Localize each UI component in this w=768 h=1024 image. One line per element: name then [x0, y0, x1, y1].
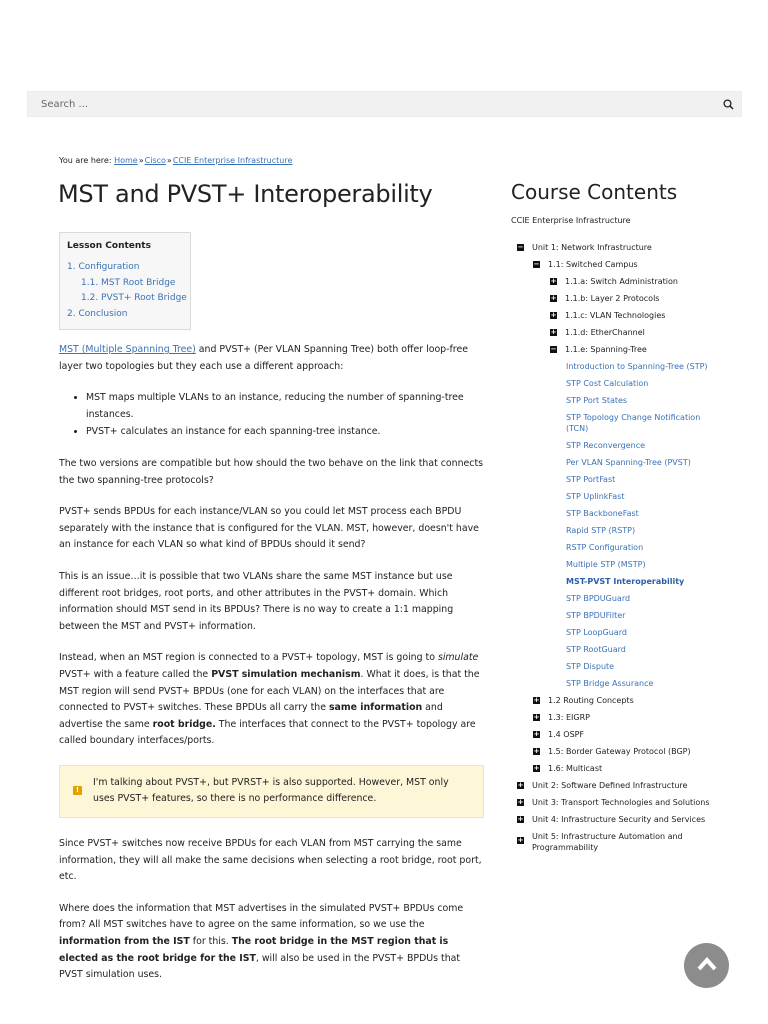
lesson-link-current[interactable]: MST-PVST Interoperability — [566, 577, 685, 586]
lesson-link[interactable]: STP RootGuard — [566, 645, 626, 654]
minus-box-icon[interactable]: − — [550, 345, 557, 353]
breadcrumb-ccie[interactable]: CCIE Enterprise Infrastructure — [172, 156, 293, 165]
plus-box-icon[interactable]: + — [550, 277, 557, 285]
list-item: • MST maps multiple VLANs to an instance, reducing the number of spanning-tree instances. — [86, 390, 484, 423]
plus-box-icon[interactable]: + — [517, 798, 524, 806]
lesson-link[interactable]: STP LoopGuard — [566, 628, 627, 637]
lesson-link[interactable]: STP UplinkFast — [566, 492, 625, 501]
lesson-contents — [59, 232, 191, 330]
scroll-to-top-button[interactable] — [684, 943, 729, 988]
plus-box-icon[interactable]: + — [533, 696, 540, 704]
paragraph: Where does the information that MST advertises in the simulated PVST+ BPDUs come from? All MST switches have to agree on the same information, so we use the information from the IST for this. The root bridge in the MST region that is elected as the root bridge for the IST, will also be used in the PVST+ BPDUs that PVST simulation uses. — [59, 902, 464, 981]
notice-box — [59, 765, 484, 818]
lesson-link[interactable]: STP BackboneFast — [566, 509, 639, 518]
breadcrumb-home[interactable]: Home — [114, 156, 138, 165]
plus-box-icon[interactable]: + — [533, 747, 540, 755]
lesson-list — [566, 361, 716, 689]
minus-box-icon[interactable]: − — [533, 260, 540, 268]
breadcrumb — [59, 156, 292, 165]
article-body — [59, 342, 484, 999]
lesson-link[interactable]: STP PortFast — [566, 475, 616, 484]
page-title: MST and PVST+ Interoperability — [58, 180, 433, 208]
course-name: CCIE Enterprise Infrastructure — [511, 216, 631, 225]
lesson-link[interactable]: STP Cost Calculation — [566, 379, 649, 388]
tree-sub-1-1-c[interactable]: + 1.1.c: VLAN Technologies — [550, 311, 666, 320]
breadcrumb-cisco[interactable]: Cisco — [144, 156, 166, 165]
plus-box-icon[interactable]: + — [517, 815, 524, 823]
tree-section-1-5[interactable]: + 1.5: Border Gateway Protocol (BGP) — [533, 747, 691, 756]
lesson-link[interactable]: STP BPDUFilter — [566, 611, 626, 620]
breadcrumb-separator: » — [166, 156, 172, 165]
search-input[interactable] — [28, 99, 715, 110]
course-contents-sidebar — [511, 180, 751, 859]
lesson-link[interactable]: STP Topology Change Notification (TCN) — [566, 413, 701, 433]
paragraph: Since PVST+ switches now receive BPDUs for each VLAN from MST carrying the same information, they will all make the same decisions when selecting a root bridge, root port, etc. — [59, 838, 482, 883]
plus-box-icon[interactable]: + — [550, 328, 557, 336]
paragraph: MST (Multiple Spanning Tree) and PVST+ (Per VLAN Spanning Tree) both offer loop-free layer two topologies but they each use a different approach: — [59, 344, 468, 372]
tree-unit-3[interactable]: + Unit 3: Transport Technologies and Solutions — [517, 798, 710, 807]
paragraph: Instead, when an MST region is connected to a PVST+ topology, MST is going to simulate PVST+ with a feature called the PVST simulation mechanism. What it does, is that the MST region will send PVST+ BPDUs (one for each VLAN) on the interfaces that are connected to PVST+ switches. These BPDUs all carry the same information and advertise the same root bridge. The interfaces that connect to the PVST+ topology are called boundary interfaces/ports. — [59, 652, 480, 747]
tree-section-1-3[interactable]: + 1.3: EIGRP — [533, 713, 590, 722]
toc-link-mst-root-bridge[interactable]: 1.1. MST Root Bridge — [81, 277, 176, 288]
paragraph: This is an issue…it is possible that two VLANs share the same MST instance but use different root bridges, root ports, and other attributes in the PVST+ domain. Which information should MST send in its BPDUs? There is no way to create a 1:1 mapping between the MST and PVST+ information. — [59, 570, 454, 632]
search-icon[interactable] — [715, 91, 741, 117]
search-bar — [27, 91, 742, 117]
list-item: • PVST+ calculates an instance for each spanning-tree instance. — [86, 424, 484, 441]
tree-sub-1-1-a[interactable]: + 1.1.a: Switch Administration — [550, 277, 678, 286]
lesson-link[interactable]: Multiple STP (MSTP) — [566, 560, 646, 569]
chevron-up-icon — [697, 956, 717, 975]
sidebar-title: Course Contents — [511, 180, 678, 204]
tree-sub-1-1-b[interactable]: + 1.1.b: Layer 2 Protocols — [550, 294, 660, 303]
tree-unit-2[interactable]: + Unit 2: Software Defined Infrastructure — [517, 781, 688, 790]
tree-unit-5[interactable]: + Unit 5: Infrastructure Automation and Programmability — [517, 832, 683, 852]
lesson-link[interactable]: Rapid STP (RSTP) — [566, 526, 636, 535]
tree-sub-1-1-e[interactable]: − 1.1.e: Spanning-Tree — [550, 345, 647, 354]
tree-section-1-6[interactable]: + 1.6: Multicast — [533, 764, 603, 773]
notice-text: I'm talking about PVST+, but PVRST+ is also supported. However, MST only uses PVST+ features, so there is no performance difference. — [93, 776, 449, 805]
breadcrumb-separator: » — [138, 156, 144, 165]
lesson-link[interactable]: STP Reconvergence — [566, 441, 646, 450]
tree-unit-1[interactable]: − Unit 1: Network Infrastructure — [517, 243, 652, 252]
breadcrumb-prefix: You are here: — [59, 156, 112, 165]
mst-link[interactable]: MST (Multiple Spanning Tree) — [59, 344, 196, 355]
plus-box-icon[interactable]: + — [533, 713, 540, 721]
toc-title: Lesson Contents — [67, 241, 151, 251]
lesson-link[interactable]: RSTP Configuration — [566, 543, 644, 552]
tree-section-1-2[interactable]: + 1.2 Routing Concepts — [533, 696, 634, 705]
tree-sub-1-1-d[interactable]: + 1.1.d: EtherChannel — [550, 328, 645, 337]
warning-icon: ! — [73, 786, 82, 795]
tree-section-1-4[interactable]: + 1.4 OSPF — [533, 730, 585, 739]
lesson-link[interactable]: Per VLAN Spanning-Tree (PVST) — [566, 458, 691, 467]
minus-box-icon[interactable]: − — [517, 243, 524, 251]
tree-section-1-1[interactable]: − 1.1: Switched Campus — [533, 260, 638, 269]
tree-unit-4[interactable]: + Unit 4: Infrastructure Security and Services — [517, 815, 706, 824]
plus-box-icon[interactable]: + — [550, 311, 557, 319]
paragraph: The two versions are compatible but how should the two behave on the link that connects the two spanning-tree protocols? — [59, 457, 484, 486]
lesson-link[interactable]: STP Port States — [566, 396, 628, 405]
toc-link-pvst-root-bridge[interactable]: 1.2. PVST+ Root Bridge — [81, 293, 187, 303]
lesson-link[interactable]: STP BPDUGuard — [566, 594, 631, 603]
plus-box-icon[interactable]: + — [550, 294, 557, 302]
paragraph: PVST+ sends BPDUs for each instance/VLAN so you could let MST process each BPDU separately with the instance that is configured for the VLAN. MST, however, doesn't have an instance for each VLAN so what kind of BPDUs should it send? — [59, 506, 479, 551]
plus-box-icon[interactable]: + — [517, 781, 524, 789]
bullet-list — [86, 390, 484, 441]
lesson-link[interactable]: STP Dispute — [566, 662, 615, 671]
plus-box-icon[interactable]: + — [517, 836, 524, 844]
toc-link-configuration[interactable]: 1. Configuration — [67, 262, 140, 272]
lesson-link[interactable]: STP Bridge Assurance — [566, 679, 654, 688]
plus-box-icon[interactable]: + — [533, 764, 540, 772]
lesson-link[interactable]: Introduction to Spanning-Tree (STP) — [566, 362, 708, 371]
toc-link-conclusion[interactable]: 2. Conclusion — [67, 308, 128, 319]
plus-box-icon[interactable]: + — [533, 730, 540, 738]
